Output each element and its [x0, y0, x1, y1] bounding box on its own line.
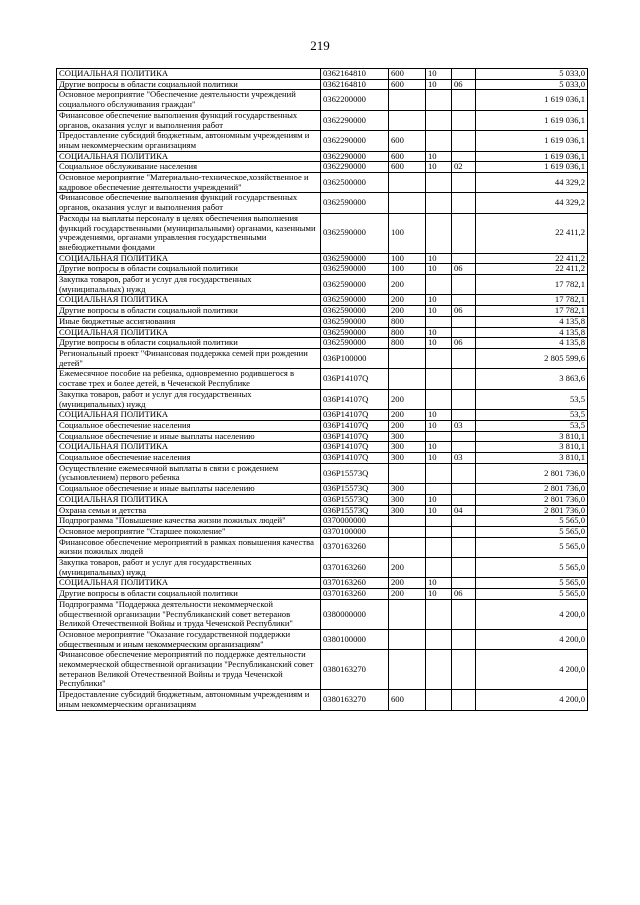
- row-code: 0362500000: [321, 173, 389, 193]
- row-amount: 53,5: [476, 420, 588, 431]
- table-row: [57, 599, 588, 629]
- table-row: [57, 151, 588, 162]
- row-subsection: [452, 650, 476, 690]
- row-name: Другие вопросы в области социальной политики: [57, 79, 321, 90]
- row-subsection: [452, 516, 476, 527]
- row-expense-type: 800: [389, 327, 426, 338]
- row-code: 0362590000: [321, 264, 389, 275]
- row-subsection: 03: [452, 420, 476, 431]
- row-amount: 44 329,2: [476, 173, 588, 193]
- table-row: [57, 690, 588, 710]
- row-name: Подпрограмма "Повышение качества жизни пожилых людей": [57, 516, 321, 527]
- row-expense-type: 200: [389, 558, 426, 578]
- row-amount: 5 565,0: [476, 516, 588, 527]
- table-row: [57, 442, 588, 453]
- row-section: [426, 558, 452, 578]
- row-expense-type: 100: [389, 253, 426, 264]
- table-row: [57, 264, 588, 275]
- row-amount: 4 200,0: [476, 629, 588, 649]
- row-code: 0370000000: [321, 516, 389, 527]
- row-name: Осуществление ежемесячной выплаты в связи с рождением (усыновлением) первого ребенка: [57, 463, 321, 483]
- table-row: [57, 162, 588, 173]
- row-amount: 1 619 036,1: [476, 90, 588, 110]
- row-expense-type: [389, 599, 426, 629]
- row-amount: 4 200,0: [476, 690, 588, 710]
- row-amount: 4 135,8: [476, 316, 588, 327]
- table-row: [57, 338, 588, 349]
- row-subsection: [452, 442, 476, 453]
- table-row: [57, 131, 588, 151]
- row-expense-type: [389, 369, 426, 389]
- row-subsection: [452, 295, 476, 306]
- row-section: [426, 526, 452, 537]
- row-expense-type: 300: [389, 494, 426, 505]
- row-amount: 53,5: [476, 389, 588, 409]
- row-section: 10: [426, 264, 452, 275]
- row-subsection: [452, 213, 476, 253]
- row-subsection: [452, 526, 476, 537]
- row-subsection: [452, 389, 476, 409]
- row-code: 0362590000: [321, 306, 389, 317]
- row-section: [426, 213, 452, 253]
- row-section: [426, 537, 452, 557]
- row-section: 10: [426, 162, 452, 173]
- table-row: [57, 295, 588, 306]
- row-code: 0362200000: [321, 90, 389, 110]
- row-amount: 2 805 599,6: [476, 348, 588, 368]
- row-section: 10: [426, 578, 452, 589]
- row-subsection: [452, 494, 476, 505]
- table-row: [57, 410, 588, 421]
- row-subsection: 06: [452, 264, 476, 275]
- row-expense-type: 200: [389, 410, 426, 421]
- row-subsection: [452, 431, 476, 442]
- row-subsection: [452, 463, 476, 483]
- row-amount: 5 565,0: [476, 558, 588, 578]
- row-code: 0362590000: [321, 275, 389, 295]
- table-row: [57, 327, 588, 338]
- row-subsection: [452, 173, 476, 193]
- row-expense-type: 600: [389, 79, 426, 90]
- row-expense-type: [389, 173, 426, 193]
- table-row: [57, 650, 588, 690]
- row-name: Социальное обеспечение населения: [57, 420, 321, 431]
- table-row: [57, 306, 588, 317]
- row-code: 0362590000: [321, 338, 389, 349]
- row-code: 0362590000: [321, 327, 389, 338]
- row-name: Другие вопросы в области социальной политики: [57, 589, 321, 600]
- row-section: [426, 193, 452, 213]
- row-code: 0362590000: [321, 193, 389, 213]
- row-subsection: [452, 90, 476, 110]
- row-code: 0380100000: [321, 629, 389, 649]
- row-code: 036P15573Q: [321, 463, 389, 483]
- row-code: 036P14107Q: [321, 420, 389, 431]
- row-amount: 17 782,1: [476, 275, 588, 295]
- row-subsection: [452, 110, 476, 130]
- row-name: Другие вопросы в области социальной политики: [57, 338, 321, 349]
- row-name: Основное мероприятие "Обеспечение деятельности учреждений социального обслуживания граждан": [57, 90, 321, 110]
- row-expense-type: 200: [389, 306, 426, 317]
- row-code: 0362590000: [321, 316, 389, 327]
- table-row: [57, 369, 588, 389]
- row-expense-type: [389, 629, 426, 649]
- row-amount: 5 565,0: [476, 589, 588, 600]
- row-name: СОЦИАЛЬНАЯ ПОЛИТИКА: [57, 494, 321, 505]
- table-row: [57, 389, 588, 409]
- row-expense-type: 100: [389, 213, 426, 253]
- row-section: 10: [426, 505, 452, 516]
- row-amount: 3 810,1: [476, 431, 588, 442]
- row-subsection: [452, 537, 476, 557]
- row-amount: 2 801 736,0: [476, 494, 588, 505]
- row-name: Основное мероприятие "Материально-техническое,хозяйственное и кадровое обеспечение деятельности учреждений": [57, 173, 321, 193]
- row-amount: 3 810,1: [476, 453, 588, 464]
- row-expense-type: 100: [389, 264, 426, 275]
- row-code: 0362590000: [321, 295, 389, 306]
- table-row: [57, 316, 588, 327]
- row-name: СОЦИАЛЬНАЯ ПОЛИТИКА: [57, 327, 321, 338]
- row-code: 0370163260: [321, 578, 389, 589]
- row-amount: 2 801 736,0: [476, 463, 588, 483]
- row-amount: 22 411,2: [476, 253, 588, 264]
- row-name: Финансовое обеспечение выполнения функций государственных органов, оказания услуг и выполнения работ: [57, 193, 321, 213]
- row-expense-type: 200: [389, 389, 426, 409]
- row-expense-type: 200: [389, 295, 426, 306]
- table-row: [57, 589, 588, 600]
- row-expense-type: [389, 193, 426, 213]
- row-subsection: [452, 316, 476, 327]
- table-row: [57, 484, 588, 495]
- row-section: [426, 690, 452, 710]
- table-row: [57, 537, 588, 557]
- row-name: Финансовое обеспечение мероприятий по поддержке деятельности некоммерческой общественной организации "Республиканский совет ветеранов Великой Отечественной Войны и труда Чеченской Республики": [57, 650, 321, 690]
- row-section: 10: [426, 442, 452, 453]
- row-amount: 17 782,1: [476, 295, 588, 306]
- row-name: Закупка товаров, работ и услуг для государственных (муниципальных) нужд: [57, 558, 321, 578]
- row-section: 10: [426, 453, 452, 464]
- row-amount: 1 619 036,1: [476, 162, 588, 173]
- row-expense-type: 200: [389, 420, 426, 431]
- row-name: Иные бюджетные ассигнования: [57, 316, 321, 327]
- table-row: [57, 79, 588, 90]
- row-name: Социальное обеспечение и иные выплаты населению: [57, 431, 321, 442]
- row-subsection: 03: [452, 453, 476, 464]
- row-amount: 5 565,0: [476, 537, 588, 557]
- row-name: Другие вопросы в области социальной политики: [57, 306, 321, 317]
- row-section: [426, 389, 452, 409]
- table-row: [57, 463, 588, 483]
- table-row: [57, 629, 588, 649]
- row-section: 10: [426, 327, 452, 338]
- row-section: 10: [426, 253, 452, 264]
- row-expense-type: 300: [389, 484, 426, 495]
- row-amount: 22 411,2: [476, 213, 588, 253]
- row-section: [426, 484, 452, 495]
- row-code: 036P100000: [321, 348, 389, 368]
- row-code: 036P14107Q: [321, 369, 389, 389]
- row-code: 0362164810: [321, 69, 389, 80]
- row-amount: 5 033,0: [476, 79, 588, 90]
- row-code: 0380163270: [321, 650, 389, 690]
- row-code: 036P14107Q: [321, 431, 389, 442]
- row-name: СОЦИАЛЬНАЯ ПОЛИТИКА: [57, 253, 321, 264]
- row-amount: 4 135,8: [476, 327, 588, 338]
- row-section: [426, 599, 452, 629]
- row-subsection: [452, 348, 476, 368]
- row-section: 10: [426, 494, 452, 505]
- row-section: [426, 629, 452, 649]
- row-code: 0370163260: [321, 558, 389, 578]
- row-section: [426, 463, 452, 483]
- row-subsection: 06: [452, 338, 476, 349]
- row-code: 036P14107Q: [321, 389, 389, 409]
- row-expense-type: [389, 537, 426, 557]
- row-subsection: [452, 275, 476, 295]
- row-amount: 5 565,0: [476, 526, 588, 537]
- row-code: 0362290000: [321, 131, 389, 151]
- row-section: [426, 110, 452, 130]
- row-subsection: 02: [452, 162, 476, 173]
- row-section: [426, 90, 452, 110]
- row-code: 0362164810: [321, 79, 389, 90]
- row-subsection: [452, 410, 476, 421]
- table-row: [57, 516, 588, 527]
- row-amount: 3 863,6: [476, 369, 588, 389]
- row-code: 036P15573Q: [321, 505, 389, 516]
- row-subsection: 06: [452, 589, 476, 600]
- row-section: [426, 650, 452, 690]
- row-section: [426, 431, 452, 442]
- row-subsection: [452, 690, 476, 710]
- row-name: СОЦИАЛЬНАЯ ПОЛИТИКА: [57, 69, 321, 80]
- row-amount: 4 135,8: [476, 338, 588, 349]
- row-amount: 53,5: [476, 410, 588, 421]
- row-subsection: [452, 151, 476, 162]
- row-subsection: 06: [452, 79, 476, 90]
- table-row: [57, 69, 588, 80]
- row-subsection: [452, 558, 476, 578]
- row-name: Основное мероприятие "Старшее поколение": [57, 526, 321, 537]
- row-name: Закупка товаров, работ и услуг для государственных (муниципальных) нужд: [57, 275, 321, 295]
- table-row: [57, 90, 588, 110]
- row-subsection: [452, 193, 476, 213]
- row-expense-type: 300: [389, 453, 426, 464]
- row-section: 10: [426, 589, 452, 600]
- row-code: 0362590000: [321, 253, 389, 264]
- table-row: [57, 505, 588, 516]
- row-section: 10: [426, 306, 452, 317]
- row-name: СОЦИАЛЬНАЯ ПОЛИТИКА: [57, 295, 321, 306]
- row-subsection: 06: [452, 306, 476, 317]
- row-name: Ежемесячное пособие на ребенка, одновременно родившегося в составе трех и более детей, в Чеченской Республике: [57, 369, 321, 389]
- row-expense-type: [389, 110, 426, 130]
- budget-table: [56, 68, 588, 711]
- table-row: [57, 193, 588, 213]
- row-amount: 2 801 736,0: [476, 484, 588, 495]
- row-expense-type: 300: [389, 431, 426, 442]
- row-section: 10: [426, 338, 452, 349]
- row-subsection: [452, 599, 476, 629]
- row-expense-type: [389, 90, 426, 110]
- row-name: Предоставление субсидий бюджетным, автономным учреждениям и иным некоммерческим организациям: [57, 690, 321, 710]
- row-section: 10: [426, 295, 452, 306]
- row-expense-type: 600: [389, 151, 426, 162]
- row-amount: 4 200,0: [476, 599, 588, 629]
- row-section: [426, 516, 452, 527]
- row-code: 0362290000: [321, 110, 389, 130]
- row-code: 036P15573Q: [321, 484, 389, 495]
- row-expense-type: 200: [389, 578, 426, 589]
- row-expense-type: 200: [389, 589, 426, 600]
- row-amount: 17 782,1: [476, 306, 588, 317]
- row-amount: 44 329,2: [476, 193, 588, 213]
- table-row: [57, 578, 588, 589]
- row-code: 036P15573Q: [321, 494, 389, 505]
- row-amount: 1 619 036,1: [476, 131, 588, 151]
- row-subsection: [452, 369, 476, 389]
- row-expense-type: 300: [389, 442, 426, 453]
- row-name: Финансовое обеспечение мероприятий в рамках повышения качества жизни пожилых людей: [57, 537, 321, 557]
- row-section: [426, 369, 452, 389]
- row-section: [426, 275, 452, 295]
- row-code: 0362590000: [321, 213, 389, 253]
- row-amount: 4 200,0: [476, 650, 588, 690]
- row-code: 0362290000: [321, 162, 389, 173]
- table-row: [57, 431, 588, 442]
- table-row: [57, 213, 588, 253]
- table-row: [57, 453, 588, 464]
- row-name: Охрана семьи и детства: [57, 505, 321, 516]
- row-name: Социальное обеспечение и иные выплаты населению: [57, 484, 321, 495]
- page-number: 219: [310, 38, 330, 53]
- row-subsection: [452, 578, 476, 589]
- row-subsection: [452, 253, 476, 264]
- row-name: Региональный проект "Финансовая поддержка семей при рождении детей": [57, 348, 321, 368]
- row-code: 0362290000: [321, 151, 389, 162]
- row-name: Другие вопросы в области социальной политики: [57, 264, 321, 275]
- row-name: Расходы на выплаты персоналу в целях обеспечения выполнения функций государственными (муниципальными) органами, казенными учреждениями, органами управления государственными внебюджетными фондами: [57, 213, 321, 253]
- row-subsection: [452, 69, 476, 80]
- row-section: 10: [426, 79, 452, 90]
- row-amount: 5 565,0: [476, 578, 588, 589]
- row-amount: 1 619 036,1: [476, 151, 588, 162]
- row-subsection: [452, 484, 476, 495]
- row-expense-type: [389, 526, 426, 537]
- row-code: 0370163260: [321, 537, 389, 557]
- row-subsection: 04: [452, 505, 476, 516]
- row-section: 10: [426, 69, 452, 80]
- row-expense-type: 600: [389, 162, 426, 173]
- row-expense-type: 800: [389, 338, 426, 349]
- row-name: СОЦИАЛЬНАЯ ПОЛИТИКА: [57, 151, 321, 162]
- row-section: [426, 173, 452, 193]
- row-subsection: [452, 629, 476, 649]
- row-section: [426, 348, 452, 368]
- row-name: СОЦИАЛЬНАЯ ПОЛИТИКА: [57, 578, 321, 589]
- row-name: Закупка товаров, работ и услуг для государственных (муниципальных) нужд: [57, 389, 321, 409]
- table-row: [57, 275, 588, 295]
- row-expense-type: [389, 348, 426, 368]
- row-code: 036P14107Q: [321, 453, 389, 464]
- row-amount: 5 033,0: [476, 69, 588, 80]
- row-expense-type: 300: [389, 505, 426, 516]
- row-section: [426, 131, 452, 151]
- budget-table-body: [57, 69, 588, 711]
- row-name: Предоставление субсидий бюджетным, автономным учреждениям и иным некоммерческим организациям: [57, 131, 321, 151]
- row-subsection: [452, 131, 476, 151]
- row-code: 0370163260: [321, 589, 389, 600]
- row-expense-type: 600: [389, 69, 426, 80]
- row-expense-type: [389, 516, 426, 527]
- row-expense-type: [389, 650, 426, 690]
- row-code: 0380000000: [321, 599, 389, 629]
- row-amount: 22 411,2: [476, 264, 588, 275]
- row-code: 036P14107Q: [321, 410, 389, 421]
- row-name: Социальное обслуживание населения: [57, 162, 321, 173]
- row-code: 0380163270: [321, 690, 389, 710]
- row-name: Социальное обеспечение населения: [57, 453, 321, 464]
- table-row: [57, 253, 588, 264]
- row-amount: 1 619 036,1: [476, 110, 588, 130]
- row-name: СОЦИАЛЬНАЯ ПОЛИТИКА: [57, 410, 321, 421]
- row-section: 10: [426, 151, 452, 162]
- row-section: [426, 316, 452, 327]
- row-expense-type: 600: [389, 690, 426, 710]
- row-name: Подпрограмма "Поддержка деятельности некоммерческой общественной организации "Республиканский совет ветеранов Великой Отечественной Войны и труда Чеченской Республики": [57, 599, 321, 629]
- table-row: [57, 420, 588, 431]
- row-expense-type: 600: [389, 131, 426, 151]
- row-name: Финансовое обеспечение выполнения функций государственных органов, оказания услуг и выполнения работ: [57, 110, 321, 130]
- table-row: [57, 110, 588, 130]
- row-amount: 3 810,1: [476, 442, 588, 453]
- row-subsection: [452, 327, 476, 338]
- table-row: [57, 348, 588, 368]
- table-row: [57, 526, 588, 537]
- row-expense-type: [389, 463, 426, 483]
- row-section: 10: [426, 410, 452, 421]
- table-row: [57, 494, 588, 505]
- row-section: 10: [426, 420, 452, 431]
- row-code: 0370100000: [321, 526, 389, 537]
- row-code: 036P14107Q: [321, 442, 389, 453]
- row-amount: 2 801 736,0: [476, 505, 588, 516]
- table-row: [57, 558, 588, 578]
- row-name: Основное мероприятие "Оказание государственной поддержки общественным и иным некоммерческим организациям": [57, 629, 321, 649]
- row-expense-type: 800: [389, 316, 426, 327]
- row-name: СОЦИАЛЬНАЯ ПОЛИТИКА: [57, 442, 321, 453]
- row-expense-type: 200: [389, 275, 426, 295]
- table-row: [57, 173, 588, 193]
